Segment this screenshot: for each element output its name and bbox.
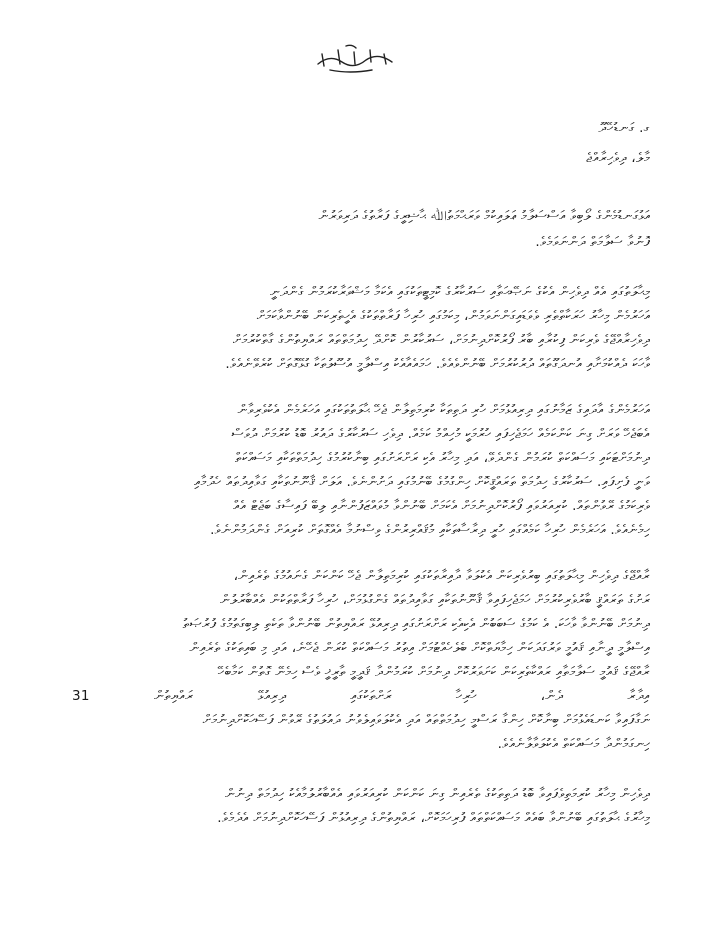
paragraph2-line-4: ވަނީ ފެށިފައި. ސަރުކާރުގެ ހިދުމަތް ތަރައްޤީކޮށް ހިންގުމުގެ ބޭނުމުގައި ދަށުންނެވެ. އަލަށް ޤާނޫނުތަކާއި ގަވާއިދުތައް ހެދުމާއި xyxy=(194,474,650,490)
salutation-line-2: ފޮނުވާ ސަލާމަތް ދަންނަވަމެވެ. xyxy=(535,234,650,250)
bismillah-calligraphy xyxy=(0,40,720,80)
paragraph2-line-5: ވެރިކަމުގެ ރޭވުންތައް. ކުރިއަރުވައި ފޯރުކޮށްދިނުމަށް އެކަމަށް ބޭނުންވާ މުވައްޒަފުންނާއި ލިބޭ ފައިސާގެ ބަޖެޓް އެއް xyxy=(233,498,650,514)
paragraph3-line-5: ރާއްޖޭގެ ޤައުމީ ސަލާމަތާއި ރައްކާތެރިކަން ކަށަވަރުކޮށް ދިނުމަށް ކުރަމުންދާ ޤަދީމީ ތާރީޚީ ވެސް ހިމެނޭ ގޮތުން ކަމާބެހޭ xyxy=(217,664,650,680)
paragraph2-line-1: އަހަރުމެންގެ އާދައިގެ ޒަމާނުގައި ދިރިއުޅުމަށް ހުރި ދަތިތަކާ ކުރިމަތިލާން ޖެހޭ ޙާލަތުތަކުގައި އަހަރެމެން އެކުވެރިވާން xyxy=(237,402,650,418)
paragraph3-line-1: ރާއްޖޭގެ ދިވެހިން މިޙާލަތުގައި ބިރުވެރިކަން އެކުލަވާ ދާއިރާތަކުގައި ކުރިމަތިލާން ޖެހޭ ކަންކަން ގެނައުމުގެ ތެރެއިން، xyxy=(233,568,650,584)
paragraph3-line-7: ނަގާފައިވާ ކަނޑައެޅުމަށް ބިނާކޮށް ހިންގާ ރަސްމީ ހިދުމަތްތައް އަދި އެކުލަވައިލެވުނު ދައުލަތުގެ ރޭވުން ފަސޭހަކޮށްދިނުމަށް xyxy=(202,712,650,728)
paragraph4-line-1: ދިވެހިން މިހާރު ކުރިމަތިވެފައިވާ ބޮޑު ދަތިތަކުގެ ތެރެއިން ގިނަ ކަންކަން ކުރިއަރުވައި އެއްބާރުލުމާއެކު ހިދުމަތް ދިނުން xyxy=(225,786,650,802)
paragraph3-line-4: އިސްލާމީ ދީނާއި ޤައުމީ ވަރުގަދަކަން ހިމާޔަތްކޮށް ބެލެހެއްޓުމަށް އިތުރު މަސައްކަތް ކުރަން ޖެހޭނެ، އަދި މި ބައިތަކުގެ ތެރެއިން xyxy=(189,640,650,656)
paragraph2-line-2: އެބަޖެހޭ ވަރަށް ގިނަ ކަންކަމެއް ހަމަޖެހިފައި ހުރުމަކީ މުހިއްމު ކަމެއް. ދިވެހި ސަރުކާރުގެ ދައުރު ބޮޑު ކުރުމަށް ދުވަސް xyxy=(231,426,650,442)
paragraph1-line-3: ދިވެހިރާއްޖޭގެ ވެރިކަން ފިކުރާއި ބާރު ފޯރުކޮށްދިނުމަށް، ސަރުކާރުން ކޮށްދޭ ހިދުމަތްތައް ރައްޔިތުންގެ ގާތްކުރުމަށް xyxy=(233,332,650,348)
paragraph1-line-4: ވާހަކަ ދެއްކުމަށާއި އުނދަގޫތައް ދުރުކުރުމަށް ބޭނުންވެއެވެ. ހަމައެއާއެކު އިސްލާމީ އުސޫލުތަކާ ގުޅޭގޮތަށް ކުރެވޭނެއެވެ. xyxy=(225,356,650,372)
paragraph2-line-3: ދިނުމަށްޓަކައި މަސައްކަތް ކުރަމުން ގެންދެވޭ، އަދި މިހާރު އެކި ރަށްރަށުގައި ބިނާކުރުމުގެ ހިދުމަތްތަކާއި މަސައްކަތް xyxy=(234,450,650,466)
paragraph3-line-6-text: އިދާރާ ދެން، ހުރިހާ ރަށްތަކުގައި ދިރިއުޅޭ ރައްޔިތުން xyxy=(154,688,650,704)
paragraph4-line-2: މިހާރުގެ ޙާލަތުގައި ބޭނުންވާ ބައެއް މަސައްކަތްތައް ފުރިހަމަކޮށް، ރައްޔިތުންގެ ދިރިއުޅުން ފަސޭހަކޮށްދިނުމަށް އެދެމެވެ. xyxy=(217,810,650,826)
paragraph1-line-1: މިޙާލަތުގައި އެއް ދިވެހިން އެކުގެ ނަޞޭޙަތާއި ސަރުކާރުގެ ކޮމިޓީތަކުގައި އެކަމާ މަޝްވަރާކުރަމުން ގެންދަނީ xyxy=(270,284,650,300)
paragraph1-line-2: އަހަރުމެން މިހާރު ހަރަކާތްތެރި ވެވަޑައިގަންނަވަމުން، މިކަމުގައި ހުރިހާ ފަރާތްތަކުގެ އެހީތެރިކަން ބޭނުންވާކަމަށް xyxy=(256,308,650,324)
header-address-line: މާލެ، ދިވެހިރާއްޖެ xyxy=(586,150,650,166)
paragraph3-line-3: ދިނުމަށް ބޭނުންވާ ވާހަކަ. އެ ކަމުގެ ސަބަބުން އެކިއެކި ރަށްރަށުގައި ދިރިއުޅޭ ރައްޔިތުން ބޭނުންވާ ތަކެތި ލިބިގަތުމުގެ ފުރުޞަތު xyxy=(182,616,650,632)
salutation-line-1: އަޅުގަނޑުމެންގެ ލޯބިވާ އަސްސަލާމު ޢަލައިކުމް ވަރަޙްމަތުﷲ ޙާޟިރީގެ ފަރާތުގެ ދަރިވަރުން xyxy=(318,208,650,224)
paragraph3-number: 13 xyxy=(72,688,90,704)
paragraph2-line-6: ހިމެނެއެވެ. އަހަރެމެން ހުރިހާ ކަމެއްގައި ހުރީ ދިރާސާތަކާއި މުޤައްރިރުންގެ ވިސްނުމާ އެއްގޮތަށް ކުރިއަށް ގެންދަމުންނެވެ. xyxy=(210,522,650,538)
paragraph3-line-2: ރަށުގެ ތަރައްޤީ ބާރުވެރިކުރުމަށް ހަމަޖެހިފައިވާ ޤާނޫނުތަކާއި ގަވާއިދުތައް ގެންގުޅުމަށް، ހުރިހާ ފަރާތްތަކުން އެއްބާރުލުން xyxy=(220,592,650,608)
paragraph3-line-6 xyxy=(72,686,650,706)
paragraph3-line-8: ހިނގަމުންދާ މަސައްކަތް އެކުލަވާލާނެއެވެ. xyxy=(497,736,650,752)
header-location-line: ގ. ގަނޑުހޭދޫ xyxy=(598,120,650,136)
